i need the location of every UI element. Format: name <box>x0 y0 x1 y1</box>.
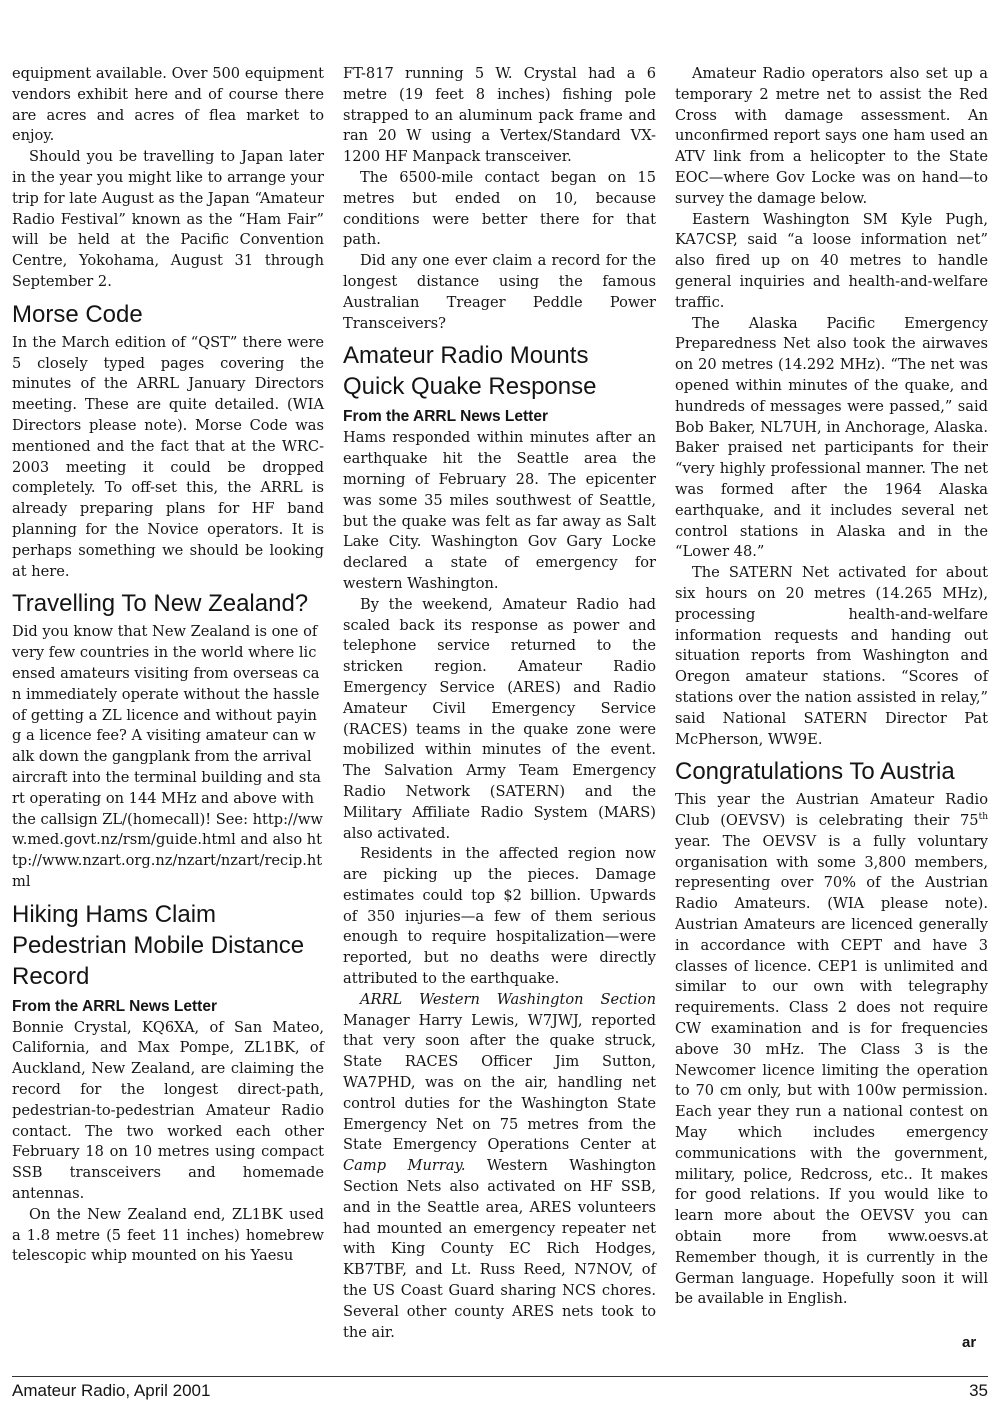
paragraph: FT-817 running 5 W. Crystal had a 6 metre (19 feet 8 inches) fishing pole strapped to an aluminum pack frame and ran 20 W using a Vertex/Standard VX-1200 HF Manpack transceiver. <box>343 65 656 166</box>
heading-hiking-hams: Hiking Hams Claim Pedestrian Mobile Distance Record <box>12 900 305 990</box>
text-run: year. The OEVSV is a fully voluntary organisation with some 3,800 members, representing over 70% of the Austrian Radio Amateurs. (WIA please note). Austrian Amateurs are licenced generally in accordance with CEPT and have 3 classes of licence. CEP1 is unlimited and similar to our own with telegraphy requirements. Class 2 does not require CW examination and is for frequencies above 30 mHz. The Class 3 is the Newcomer licence limiting the operation to 70 cm only, but with 100w permission. Each year they run a national contest on May which includes emergency communications with the government, military, police, Redcross, etc.. It makes for good relations. If you would like to learn more about the OEVSV you can obtain more from www.oesvs.at Remember though, it is currently in the German language. Hopefully soon it will be available in English. <box>675 832 988 1308</box>
column-1 <box>12 64 324 1267</box>
paragraph: By the weekend, Amateur Radio had scaled back its response as power and telephone service returned to the stricken region. Amateur Radio Emergency Service (ARES) and Radio Amateur Civil Emergency Service (RACES) teams in the quake zone were mobilized within minutes of the event. The Salvation Army Team Emergency Radio Network (SATERN) and the Military Affiliate Radio System (MARS) also activated. <box>343 595 656 842</box>
paragraph: Did you know that New Zealand is one of very few countries in the world where licensed amateurs visiting from overseas can immediately operate without the hassle of getting a ZL licence and without paying a licence fee? A visiting amateur can walk down the gangplank from the arrival aircraft into the terminal building and start operating on 144 MHz and above with the callsign ZL/(homecall)! See: http://www.med.govt.nz/rsm/guide.html and also http://www.nzart.org.nz/nzart/nzart/recip.html <box>12 623 323 890</box>
paragraph: Did any one ever claim a record for the longest distance using the famous Australian Treager Peddle Power Transceivers? <box>343 252 656 332</box>
paragraph: On the New Zealand end, ZL1BK used a 1.8 metre (5 feet 11 inches) homebrew telescopic whip mounted on his Yaesu <box>12 1205 324 1265</box>
text-run: Western Washington Section Nets also activated on HF SSB, and in the Seattle area, ARES volunteers had mounted an emergency repeater net with King County EC Rich Hodges, KB7TBF, and Lt. Russ Reed, N7NOV, of the US Coast Guard sharing NCS chores. Several other county ARES nets took to the air. <box>343 1157 656 1341</box>
paragraph <box>675 790 988 1310</box>
subheading-source: From the ARRL News Letter <box>343 408 548 426</box>
paragraph: The SATERN Net activated for about six hours on 20 metres (14.265 MHz), processing health-and-welfare information requests and handing out situation reports from Washington and Oregon amateur stations. “Scores of stations over the nation assisted in relay,” said National SATERN Director Pat McPherson, WW9E. <box>675 564 988 748</box>
paragraph: Bonnie Crystal, KQ6XA, of San Mateo, California, and Max Pompe, ZL1BK, of Auckland, New Zealand, are claiming the record for the longest direct-path, pedestrian-to-pedestrian Amateur Radio contact. The two worked each other February 18 on 10 metres using compact SSB transceivers and homemade antennas. <box>12 1018 324 1203</box>
column-2 <box>343 64 656 1343</box>
paragraph: Eastern Washington SM Kyle Pugh, KA7CSP, said “a loose information net” also fired up on 40 metres to handle general inquiries and health-and-welfare traffic. <box>675 210 988 311</box>
superscript: th <box>978 812 988 823</box>
paragraph: Should you be travelling to Japan later in the year you might like to arrange your trip for late August as the Japan “Amateur Radio Festival” known as the “Ham Fair” will be held at the Pacific Convention Centre, Yokohama, August 31 through September 2. <box>12 148 325 290</box>
paragraph: Residents in the affected region now are picking up the pieces. Damage estimates could top $2 billion. Upwards of 350 injuries—a few of them serious enough to require hospitalization—were reported, but no deaths were directly attributed to the earthquake. <box>343 845 656 988</box>
paragraph: In the March edition of “QST” there were 5 closely typed pages covering the minutes of the ARRL January Directors meeting. These are quite detailed. (WIA Directors please note). Morse Code was mentioned and the fact that at the WRC-2003 meeting it could be dropped completely. To off-set this, the ARRL is already preparing plans for HF band planning for the Novice operators. It is perhaps something we should be looking at here. <box>12 333 324 580</box>
footer-publication: Amateur Radio, April 2001 <box>12 1381 211 1400</box>
paragraph: equipment available. Over 500 equipment vendors exhibit here and of course there are acres and acres of flea market to enjoy. <box>12 65 324 145</box>
heading-quake-response: Amateur Radio Mounts Quick Quake Response <box>343 342 597 401</box>
paragraph <box>343 990 656 1344</box>
paragraph: The Alaska Pacific Emergency Preparedness Net also took the airwaves on 20 metres (14.292 MHz). “The net was opened within minutes of the quake, and hundreds of messages were passed,” said Bob Baker, NL7UH, in Anchorage, Alaska. Baker praised net participants for their “very highly professional manner. The net was formed after the 1964 Alaska earthquake, and it includes several net control stations in Alaska and in the “Lower 48.” <box>675 314 988 561</box>
paragraph: Hams responded within minutes after an earthquake hit the Seattle area the morning of February 28. The epicenter was some 35 miles southwest of Seattle, but the quake was felt as far away as Salt Lake City. Washington Gov Gary Locke declared a state of emergency for western Washington. <box>343 429 656 592</box>
heading-travelling-new-zealand: Travelling To New Zealand? <box>12 590 309 618</box>
heading-congratulations-austria: Congratulations To Austria <box>675 758 955 786</box>
paragraph: The 6500-mile contact began on 15 metres but ended on 10, because conditions were better there for that path. <box>343 168 656 249</box>
column-3 <box>675 64 988 1310</box>
text-run: Manager Harry Lewis, W7JWJ, reported that very soon after the quake struck, State RACES Officer Jim Sutton, WA7PHD, was on the air, handling net control duties for the Washington State Emergency Net on 75 metres from the State Emergency Operations Center at <box>343 1011 656 1154</box>
heading-morse-code: Morse Code <box>12 300 143 328</box>
paragraph: Amateur Radio operators also set up a temporary 2 metre net to assist the Red Cross with damage assessment. An unconfirmed report says one ham used an ATV link from a helicopter to the State EOC—where Gov Locke was on hand—to survey the damage below. <box>675 65 988 207</box>
footer-divider <box>12 1376 988 1377</box>
subheading-source: From the ARRL News Letter <box>12 997 217 1015</box>
italic-text: ARRL Western Washington Section <box>360 990 656 1008</box>
page-number: 35 <box>969 1381 988 1400</box>
italic-text: Camp Murray. <box>343 1157 466 1175</box>
end-mark: ar <box>962 1334 977 1351</box>
text-run: This year the Austrian Amateur Radio Club (OEVSV) is celebrating their 75 <box>675 791 988 830</box>
